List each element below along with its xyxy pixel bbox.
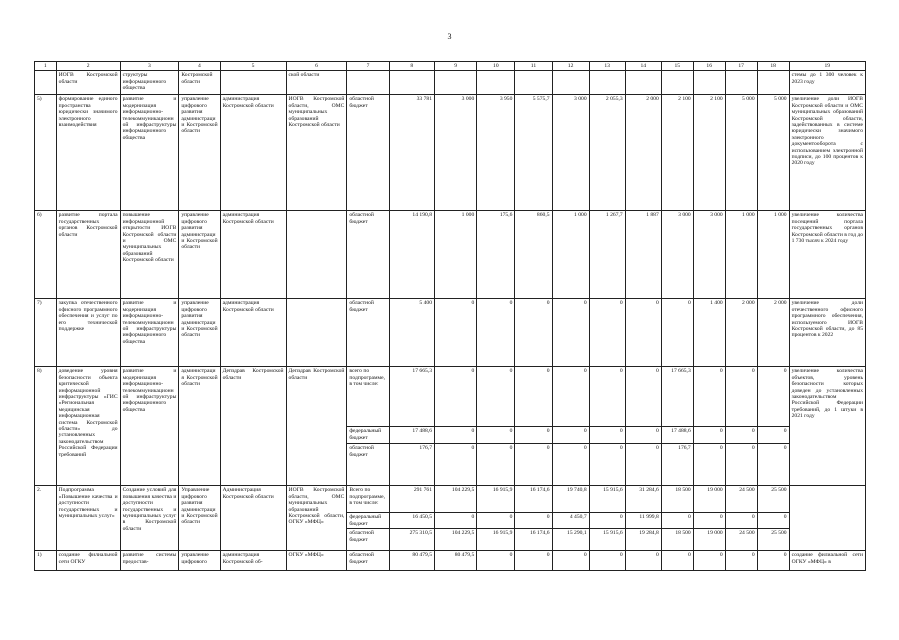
cell-c1: 7) [35, 299, 57, 367]
value-cell: 0 [477, 367, 515, 427]
cell-c4: администрация Костромской области [179, 367, 220, 486]
column-number-header: 11 [515, 62, 552, 71]
cell-c2: Подпрограмма «Повышение качества и доступности государственных и муниципальных услуг» [56, 486, 120, 551]
value-cell: 5 000 [757, 95, 789, 211]
column-number-header: 15 [661, 62, 693, 71]
value-cell: 1 887 [625, 211, 661, 299]
value-cell: 15 915,6 [589, 529, 625, 551]
value-cell: 0 [552, 444, 589, 486]
value-cell: 2 000 [757, 299, 789, 367]
value-cell: 1 000 [725, 211, 757, 299]
value-cell: 0 [435, 444, 477, 486]
continuation-cell [477, 71, 515, 95]
value-cell: 0 [757, 513, 789, 529]
value-cell: 80 479,5 [435, 551, 477, 571]
value-cell: 0 [477, 513, 515, 529]
column-number-header: 16 [693, 62, 725, 71]
cell-c4: управление цифрового развития администрации Костромской области [179, 211, 220, 299]
funding-source-cell: федеральный бюджет [347, 427, 389, 444]
result-cell: увеличение количества посещений портала государственных органов Костромской области в год до 1 730 тысяч к 2024 году [789, 211, 865, 299]
cell-c3: развитие и модернизация информационно-телекоммуникационной инфраструктуры информационного общества [120, 367, 179, 486]
value-cell: 3 000 [693, 211, 725, 299]
cell-c5: администрация Костромской области [220, 95, 286, 211]
column-number-header: 14 [625, 62, 661, 71]
value-cell: 0 [435, 367, 477, 427]
cell-c6: ИОГВ Костромской области, ОМС муниципальных образований Костромской области, ОГКУ «МФЦ» [286, 486, 347, 551]
value-cell: 19 284,8 [625, 529, 661, 551]
value-cell: 0 [477, 427, 515, 444]
column-number-header: 10 [477, 62, 515, 71]
cell-c5: администрация Костромской об- [220, 551, 286, 571]
value-cell: 0 [435, 427, 477, 444]
table-row [35, 367, 866, 427]
column-number-header: 6 [286, 62, 347, 71]
value-cell: 104 229,5 [435, 529, 477, 551]
cell-c5: администрация Костромской области [220, 299, 286, 367]
value-cell: 5 000 [725, 95, 757, 211]
funding-source-cell: областной бюджет [347, 444, 389, 486]
column-number-header: 18 [757, 62, 789, 71]
cell-c4: управление цифрового [179, 551, 220, 571]
value-cell: 17 488,6 [661, 427, 693, 444]
value-cell: 0 [625, 551, 661, 571]
continuation-cell [589, 71, 625, 95]
value-cell: 0 [589, 444, 625, 486]
cell-c2: развитие портала государственных органов Костромской области [56, 211, 120, 299]
value-cell: 17 665,3 [389, 367, 434, 427]
value-cell: 19 000 [693, 486, 725, 513]
value-cell: 2 100 [693, 95, 725, 211]
value-cell: 0 [589, 551, 625, 571]
value-cell: 18 500 [661, 529, 693, 551]
value-cell: 275 310,5 [389, 529, 434, 551]
value-cell: 176,7 [389, 444, 434, 486]
column-number-header: 8 [389, 62, 434, 71]
cell-c5: Депздрав Костромской области [220, 367, 286, 486]
funding-source-cell: всего по подпрограмме, в том числе: [347, 367, 389, 427]
value-cell: 18 500 [661, 486, 693, 513]
value-cell: 0 [693, 427, 725, 444]
value-cell: 3 950 [477, 95, 515, 211]
cell-c2: закупка отечественного офисного программного обеспечения и услуг по его технической поддержке [56, 299, 120, 367]
value-cell: 0 [435, 513, 477, 529]
value-cell: 0 [589, 367, 625, 427]
funding-source-cell: областной бюджет [347, 299, 389, 367]
table-row [35, 299, 866, 367]
value-cell: 14 190,8 [389, 211, 434, 299]
value-cell: 24 500 [725, 486, 757, 513]
column-number-header: 1 [35, 62, 57, 71]
value-cell: 80 479,5 [389, 551, 434, 571]
value-cell: 0 [515, 444, 552, 486]
column-number-header: 9 [435, 62, 477, 71]
column-number-header: 12 [552, 62, 589, 71]
cell-c3: Создание условий для повышения качества и доступности государственных и муниципальных услуг в Костромской области [120, 486, 179, 551]
value-cell: 3 000 [435, 95, 477, 211]
cell-c1: 8) [35, 367, 57, 486]
value-cell: 4 450,7 [552, 513, 589, 529]
cell-c5: администрация Костромской области [220, 211, 286, 299]
value-cell: 0 [725, 427, 757, 444]
continuation-cell [725, 71, 757, 95]
value-cell: 2 000 [725, 299, 757, 367]
value-cell: 0 [693, 513, 725, 529]
header-row [35, 62, 866, 71]
value-cell: 19 740,8 [552, 486, 589, 513]
cell-c1: 6) [35, 211, 57, 299]
continuation-cell [515, 71, 552, 95]
cell-c3: развитие и модернизация информационно-телекоммуникационной инфраструктуры информационного общества [120, 95, 179, 211]
table-row [35, 95, 866, 211]
continuation-cell: ИОГВ Костромской области [56, 71, 120, 95]
value-cell: 1 000 [435, 211, 477, 299]
cell-c6 [286, 299, 347, 367]
value-cell: 0 [515, 513, 552, 529]
value-cell: 0 [625, 367, 661, 427]
value-cell: 0 [515, 427, 552, 444]
value-cell: 0 [589, 299, 625, 367]
result-cell [789, 486, 865, 551]
cell-c4: Управление цифрового развития администрации Костромской области [179, 486, 220, 551]
column-number-header: 13 [589, 62, 625, 71]
value-cell: 104 229,5 [435, 486, 477, 513]
funding-source-cell: федеральный бюджет [347, 513, 389, 529]
value-cell: 0 [625, 444, 661, 486]
value-cell: 31 284,6 [625, 486, 661, 513]
value-cell: 16 174,6 [515, 486, 552, 513]
value-cell: 17 488,6 [389, 427, 434, 444]
cell-c3: повышение информационной открытости ИОГВ Костромской области и ОМС муниципальных образований Костромской области [120, 211, 179, 299]
result-cell: увеличение количества объектов, уровень безопасности которых доведен до установленных законодательством Российской Федерации требований, до 1 штуки в 2021 году [789, 367, 865, 486]
value-cell: 0 [725, 513, 757, 529]
column-number-header: 5 [220, 62, 286, 71]
continuation-cell [552, 71, 589, 95]
continuation-cell: ской области [286, 71, 347, 95]
column-number-header: 2 [56, 62, 120, 71]
value-cell: 0 [725, 444, 757, 486]
funding-source-cell: областной бюджет [347, 551, 389, 571]
value-cell: 291 761 [389, 486, 434, 513]
value-cell: 0 [725, 551, 757, 571]
cell-c4: управление цифрового развития администрации Костромской области [179, 95, 220, 211]
value-cell: 0 [552, 299, 589, 367]
value-cell: 5 575,7 [515, 95, 552, 211]
column-number-header: 4 [179, 62, 220, 71]
value-cell: 0 [477, 444, 515, 486]
table-row [35, 486, 866, 513]
value-cell: 3 000 [661, 211, 693, 299]
value-cell: 0 [661, 551, 693, 571]
value-cell: 0 [757, 551, 789, 571]
value-cell: 15 290,1 [552, 529, 589, 551]
value-cell: 0 [589, 427, 625, 444]
table-row [35, 551, 866, 571]
value-cell: 0 [625, 299, 661, 367]
result-cell: увеличение доли ИОГВ Костромской области и ОМС муниципальных образований Костромской области, задействованных в системе юридически значимого электронного документооборота с использованием электронной подписи, до 100 процентов к 2020 году [789, 95, 865, 211]
value-cell: 1 267,7 [589, 211, 625, 299]
cell-c6 [286, 211, 347, 299]
cell-c6: ОГКУ «МФЦ» [286, 551, 347, 571]
value-cell: 1 400 [693, 299, 725, 367]
continuation-cell [693, 71, 725, 95]
funding-source-cell: областной бюджет [347, 211, 389, 299]
value-cell: 0 [725, 367, 757, 427]
program-table [34, 61, 866, 571]
value-cell: 2 000 [625, 95, 661, 211]
column-number-header: 17 [725, 62, 757, 71]
value-cell: 11 999,8 [625, 513, 661, 529]
continuation-cell [347, 71, 389, 95]
value-cell: 0 [589, 513, 625, 529]
value-cell: 176,7 [661, 444, 693, 486]
funding-source-cell: областной бюджет [347, 95, 389, 211]
value-cell: 24 500 [725, 529, 757, 551]
table-row [35, 71, 866, 95]
cell-c1: 5) [35, 95, 57, 211]
value-cell: 1 000 [757, 211, 789, 299]
value-cell: 0 [625, 427, 661, 444]
continuation-cell [625, 71, 661, 95]
continuation-cell [35, 71, 57, 95]
cell-c2: формирование единого пространства юридически значимого электронного взаимодействия [56, 95, 120, 211]
cell-c3: развитие системы предостав- [120, 551, 179, 571]
value-cell: 16 915,9 [477, 486, 515, 513]
value-cell: 0 [693, 551, 725, 571]
value-cell: 0 [435, 299, 477, 367]
continuation-cell [220, 71, 286, 95]
cell-c4: управление цифрового развития администрации Костромской области [179, 299, 220, 367]
value-cell: 0 [661, 299, 693, 367]
value-cell: 33 781 [389, 95, 434, 211]
continuation-cell [389, 71, 434, 95]
value-cell: 16 174,6 [515, 529, 552, 551]
value-cell: 0 [552, 367, 589, 427]
column-number-header: 7 [347, 62, 389, 71]
continuation-cell [661, 71, 693, 95]
value-cell: 15 915,6 [589, 486, 625, 513]
value-cell: 5 400 [389, 299, 434, 367]
cell-c1: 2. [35, 486, 57, 551]
value-cell: 3 000 [552, 95, 589, 211]
funding-source-cell: Всего по подпрограмме, в том числе: [347, 486, 389, 513]
cell-c2: доведение уровня безопасности объекта критической информационной инфраструктуры «ГИС «Региональная медицинская информационная система Костромской области» до установленных законодательством Российской Федерации требований [56, 367, 120, 486]
result-cell: создание филиальной сети ОГКУ «МФЦ» в [789, 551, 865, 571]
value-cell: 0 [757, 427, 789, 444]
value-cell: 0 [515, 551, 552, 571]
value-cell: 0 [757, 444, 789, 486]
value-cell: 0 [552, 427, 589, 444]
cell-c2: создание филиальной сети ОГКУ [56, 551, 120, 571]
continuation-cell: стемы до 1 300 человек к 2023 году [789, 71, 865, 95]
continuation-cell: структуры информационного общества [120, 71, 179, 95]
column-number-header: 19 [789, 62, 865, 71]
column-number-header: 3 [120, 62, 179, 71]
value-cell: 0 [552, 551, 589, 571]
cell-c3: развитие и модернизация информационно-телекоммуникационной инфраструктуры информационного общества [120, 299, 179, 367]
result-cell: увеличение доли отечественного офисного программного обеспечения, используемого ИОГВ Костромской области, до 85 процентов к 2022 [789, 299, 865, 367]
value-cell: 0 [693, 367, 725, 427]
value-cell: 0 [515, 299, 552, 367]
value-cell: 860,5 [515, 211, 552, 299]
value-cell: 0 [515, 367, 552, 427]
value-cell: 175,6 [477, 211, 515, 299]
value-cell: 0 [661, 513, 693, 529]
table-row [35, 211, 866, 299]
value-cell: 25 500 [757, 486, 789, 513]
cell-c6: ИОГВ Костромской области, ОМС муниципальных образований Костромской области [286, 95, 347, 211]
value-cell: 2 055,3 [589, 95, 625, 211]
cell-c5: Администрация Костромской области [220, 486, 286, 551]
value-cell: 1 000 [552, 211, 589, 299]
value-cell: 2 100 [661, 95, 693, 211]
value-cell: 0 [477, 299, 515, 367]
continuation-cell [435, 71, 477, 95]
cell-c1: 1) [35, 551, 57, 571]
value-cell: 19 000 [693, 529, 725, 551]
continuation-cell [757, 71, 789, 95]
value-cell: 17 665,3 [661, 367, 693, 427]
value-cell: 16 450,5 [389, 513, 434, 529]
value-cell: 0 [693, 444, 725, 486]
value-cell: 0 [477, 551, 515, 571]
value-cell: 16 915,9 [477, 529, 515, 551]
value-cell: 25 500 [757, 529, 789, 551]
continuation-cell: Костромской области [179, 71, 220, 95]
value-cell: 0 [757, 367, 789, 427]
cell-c6: Депздрав Костромской области [286, 367, 347, 486]
page-number: 3 [447, 32, 452, 41]
funding-source-cell: областной бюджет [347, 529, 389, 551]
